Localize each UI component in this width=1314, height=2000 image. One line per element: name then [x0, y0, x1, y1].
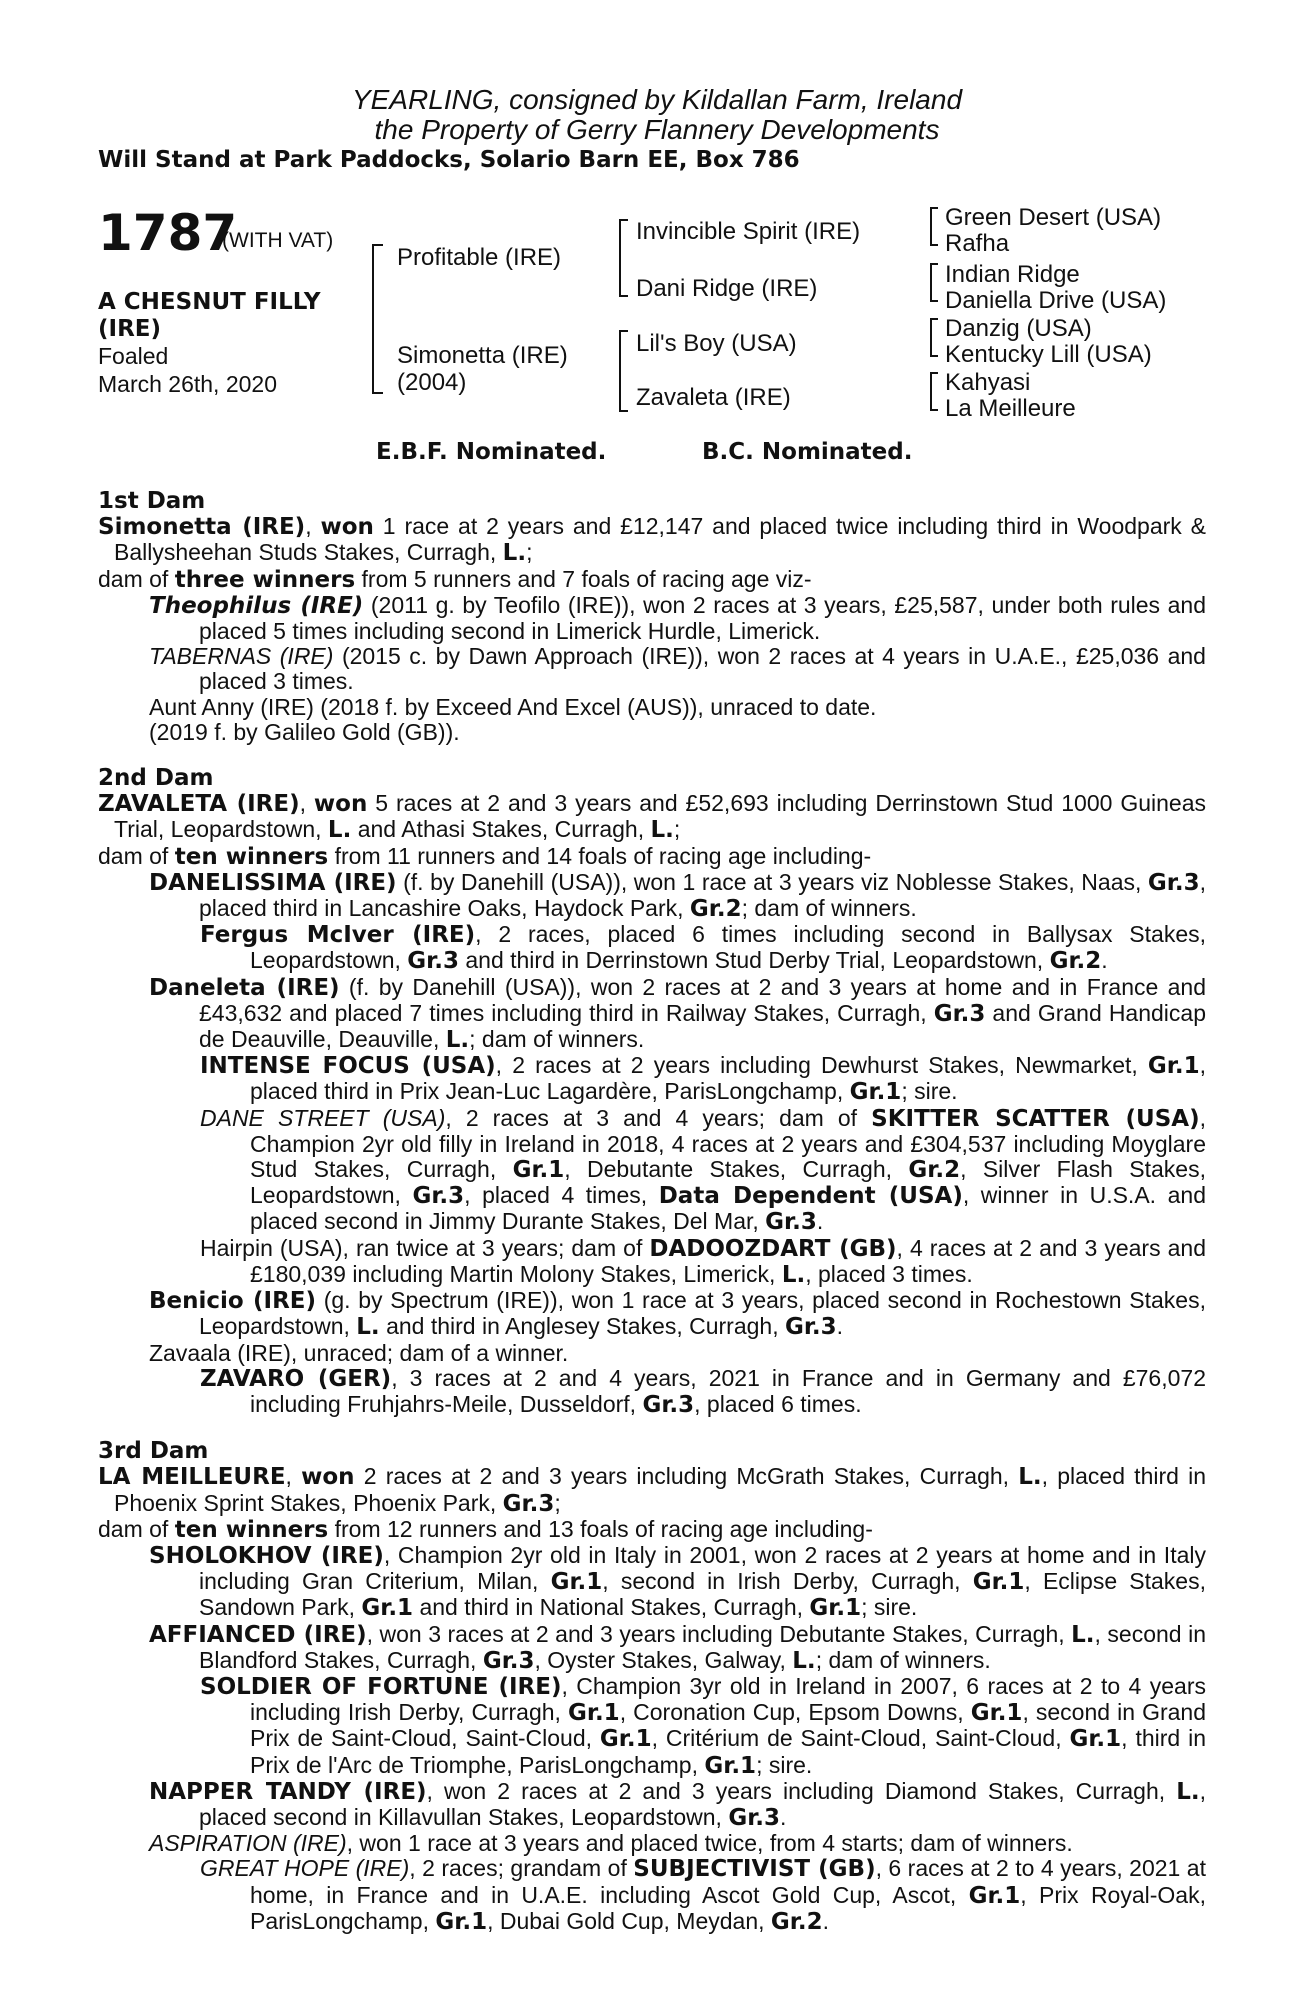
- emphasis-run: INTENSE FOCUS (USA): [200, 1053, 496, 1080]
- ebf-nominated: E.B.F. Nominated.: [376, 439, 607, 465]
- produce-entry: [98, 870, 1206, 922]
- bc-nominated: B.C. Nominated.: [702, 439, 913, 465]
- lot-title-country: (IRE): [98, 316, 162, 342]
- emphasis-run: Gr.1: [704, 1752, 757, 1779]
- text-run: , placed 3 times.: [805, 1260, 973, 1287]
- text-run: , Debutante Stakes, Curragh,: [564, 1156, 909, 1183]
- text-run: , second in Irish Derby, Curragh,: [602, 1568, 973, 1595]
- emphasis-run: Gr.3: [502, 1490, 555, 1517]
- text-run: ; dam of winners.: [741, 895, 917, 922]
- text-run: , Champion 2yr old filly in Ireland in 2018, 4 races at 2 years and £304,537 including Moyglare Stud Stakes, Curragh,: [250, 1104, 1206, 1183]
- ggp-3: Indian Ridge: [945, 261, 1080, 288]
- brace-ggp-2: [930, 263, 938, 302]
- ggp-2: Rafha: [945, 230, 1010, 257]
- text-run: .: [836, 1313, 844, 1340]
- lot-title: A CHESNUT FILLY: [98, 289, 321, 315]
- emphasis-run: SKITTER SCATTER (USA): [871, 1105, 1200, 1132]
- emphasis-run: L.: [502, 540, 527, 567]
- text-run: and Grand Handicap de Deauville, Deauville,: [199, 999, 1206, 1053]
- text-run: , placed third in Phoenix Sprint Stakes, Phoenix Park,: [114, 1463, 1206, 1516]
- emphasis-run: Gr.1: [512, 1157, 565, 1184]
- text-run: , placed second in Killavullan Stakes, Leopardstown,: [199, 1777, 1206, 1830]
- emphasis-run: L.: [1018, 1464, 1042, 1491]
- emphasis-run: Gr.1: [568, 1700, 620, 1727]
- emphasis-run: Gr.3: [1147, 869, 1200, 896]
- lot-number: 1787: [98, 204, 238, 262]
- emphasis-run: Benicio (IRE): [149, 1288, 317, 1315]
- text-run: .: [780, 1803, 787, 1830]
- emphasis-run: Gr.3: [933, 1000, 986, 1027]
- foaled-label: Foaled: [98, 343, 169, 369]
- text-run: , won 2 races at 2 and 3 years including Diamond Stakes, Curragh,: [426, 1777, 1177, 1804]
- brace-dam-line: [619, 330, 628, 412]
- produce-entry: [98, 1622, 1206, 1674]
- emphasis-run: DADOOZDART (GB): [649, 1235, 897, 1262]
- text-run: , placed 6 times.: [694, 1390, 862, 1417]
- text-run: , Prix Royal-Oak, ParisLongchamp,: [250, 1881, 1206, 1934]
- consignor-line: YEARLING, consigned by Kildallan Farm, Ireland: [351, 84, 963, 115]
- emphasis-run: Gr.2: [770, 1908, 823, 1935]
- text-run: .: [1101, 947, 1108, 974]
- produce-entry: [98, 1779, 1206, 1831]
- text-run: ; dam of winners.: [469, 1026, 645, 1053]
- text-run: , 2 races at 2 years including Dewhurst Stakes, Newmarket,: [495, 1052, 1148, 1079]
- emphasis-run: DANELISSIMA (IRE): [149, 869, 397, 896]
- emphasis-run: Gr.1: [968, 1882, 1021, 1909]
- text-run: , 6 races at 2 to 4 years, 2021 at home, in France and in U.A.E. including Ascot Gold Cup, Ascot,: [250, 1855, 1206, 1908]
- text-run: ; sire.: [901, 1078, 958, 1105]
- emphasis-run: Gr.3: [784, 1314, 837, 1341]
- emphasis-run: ten winners: [174, 1516, 329, 1543]
- text-run: , placed third in Prix Jean-Luc Lagardère, ParisLongchamp,: [250, 1052, 1206, 1105]
- text-run: (2011 g. by Teofilo (IRE)), won 2 races at 3 years, £25,587, under both rules and placed 5 times including second in Limerick Hurdle, Limerick.: [199, 591, 1206, 645]
- emphasis-run: DANE STREET (USA): [200, 1104, 446, 1131]
- emphasis-run: won: [313, 791, 368, 818]
- text-run: ;: [673, 816, 681, 843]
- text-run: , won 1 race at 3 years and placed twice, from 4 starts; dam of winners.: [346, 1830, 1073, 1857]
- grandproduce-entry: [98, 922, 1206, 974]
- text-run: ; sire.: [861, 1594, 918, 1621]
- emphasis-run: Gr.1: [1147, 1053, 1200, 1080]
- emphasis-run: Gr.1: [1069, 1726, 1122, 1753]
- first-dam-produce-intro: [98, 567, 1206, 593]
- brace-ggp-4: [930, 372, 938, 411]
- brace-ggp-1: [930, 207, 938, 246]
- emphasis-run: L.: [1071, 1621, 1095, 1648]
- emphasis-run: Gr.3: [412, 1183, 465, 1210]
- grandproduce-entry: [98, 1674, 1206, 1779]
- produce-entry: [98, 720, 1206, 745]
- text-run: Hairpin (USA), ran twice at 3 years; dam of: [200, 1234, 650, 1261]
- emphasis-run: Data Dependent (USA): [658, 1183, 963, 1210]
- brace-gen1: [372, 244, 383, 394]
- text-run: , 2 races; grandam of: [409, 1855, 634, 1882]
- emphasis-run: L.: [781, 1261, 806, 1288]
- text-run: , 2 races, placed 6 times including second in Ballysax Stakes, Leopardstown,: [250, 921, 1207, 974]
- text-run: .: [816, 1208, 824, 1235]
- produce-entry: [98, 1288, 1206, 1340]
- emphasis-run: Gr.1: [435, 1908, 488, 1935]
- emphasis-run: Daneleta (IRE): [149, 974, 340, 1001]
- emphasis-run: Simonetta (IRE): [98, 514, 306, 541]
- sire: Profitable (IRE): [397, 244, 562, 271]
- grandproduce-entry: [98, 1856, 1206, 1935]
- text-run: and Athasi Stakes, Curragh,: [351, 816, 651, 843]
- ggp-8: La Meilleure: [945, 395, 1076, 422]
- text-run: 1 race at 2 years and £12,147 and placed twice including third in Woodpark & Ballysheehan Studs Stakes, Curragh,: [114, 513, 1206, 566]
- text-run: and third in Anglesey Stakes, Curragh,: [379, 1313, 785, 1340]
- emphasis-run: Gr.1: [972, 1569, 1025, 1596]
- text-run: , Dubai Gold Cup, Meydan,: [487, 1907, 771, 1934]
- text-run: , Eclipse Stakes, Sandown Park,: [199, 1568, 1206, 1621]
- text-run: (2019 f. by Galileo Gold (GB)).: [149, 718, 460, 745]
- text-run: dam of: [98, 842, 175, 869]
- text-run: 2 races at 2 and 3 years including McGrath Stakes, Curragh,: [354, 1463, 1019, 1490]
- emphasis-run: Gr.1: [809, 1595, 862, 1622]
- first-dam-heading: 1st Dam: [98, 488, 206, 514]
- brace-sire-line: [619, 219, 628, 297]
- sire-sire: Invincible Spirit (IRE): [636, 218, 861, 245]
- text-run: , Silver Flash Stakes, Leopardstown,: [250, 1156, 1206, 1209]
- dam-year: (2004): [397, 369, 467, 396]
- emphasis-run: ASPIRATION (IRE): [149, 1830, 347, 1857]
- text-run: , placed third in Lancashire Oaks, Haydock Park,: [199, 868, 1206, 922]
- text-run: , 4 races at 2 and 3 years and £180,039 including Martin Molony Stakes, Limerick,: [250, 1234, 1206, 1287]
- text-run: Aunt Anny (IRE) (2018 f. by Exceed And Excel (AUS)), unraced to date.: [149, 693, 877, 720]
- emphasis-run: won: [301, 1464, 355, 1491]
- grandproduce-entry: [98, 1236, 1206, 1288]
- ggp-6: Kentucky Lill (USA): [945, 341, 1152, 368]
- text-run: from 11 runners and 14 foals of racing age including-: [328, 842, 872, 869]
- text-run: ; sire.: [756, 1751, 813, 1778]
- text-run: (f. by Danehill (USA)), won 1 race at 3 years viz Noblesse Stakes, Naas,: [396, 868, 1148, 895]
- text-run: , Critérium de Saint-Cloud, Saint-Cloud,: [651, 1725, 1070, 1752]
- text-run: , won 3 races at 2 and 3 years including Debutante Stakes, Curragh,: [366, 1620, 1072, 1647]
- first-dam-summary: [98, 514, 1206, 566]
- third-dam-produce-intro: [98, 1517, 1206, 1543]
- second-dam-produce-intro: [98, 844, 1206, 870]
- emphasis-run: LA MEILLEURE: [98, 1464, 286, 1491]
- text-run: (f. by Danehill (USA)), won 2 races at 2 and 3 years at home and in France and £43,632 and placed 7 times including third in Railway Stakes, Curragh,: [199, 973, 1207, 1026]
- text-run: from 5 runners and 7 foals of racing age viz-: [355, 565, 812, 592]
- text-run: and third in Derrinstown Stud Derby Trial, Leopardstown,: [458, 947, 1050, 974]
- emphasis-run: Fergus McIver (IRE): [200, 922, 476, 949]
- emphasis-run: ZAVARO (GER): [200, 1365, 392, 1392]
- text-run: 5 races at 2 and 3 years and £52,693 including Derrinstown Stud 1000 Guineas Trial, Leopardstown,: [114, 790, 1207, 843]
- text-run: ,: [305, 513, 321, 540]
- text-run: from 12 runners and 13 foals of racing age including-: [328, 1515, 873, 1542]
- emphasis-run: won: [320, 514, 374, 541]
- emphasis-run: L.: [327, 817, 352, 844]
- emphasis-run: Gr.2: [908, 1157, 961, 1184]
- text-run: , second in Blandford Stakes, Curragh,: [199, 1620, 1206, 1673]
- dam-sire: Lil's Boy (USA): [636, 330, 797, 357]
- emphasis-run: Theophilus (IRE): [149, 592, 364, 619]
- text-run: ; dam of winners.: [815, 1646, 991, 1673]
- emphasis-run: SOLDIER OF FORTUNE (IRE): [200, 1673, 562, 1700]
- dam-dam: Zavaleta (IRE): [636, 384, 791, 411]
- catalogue-body: [98, 489, 1206, 1935]
- emphasis-run: ZAVALETA (IRE): [98, 791, 300, 818]
- third-dam-summary: [98, 1464, 1206, 1516]
- sire-dam: Dani Ridge (IRE): [636, 275, 818, 302]
- ggp-1: Green Desert (USA): [945, 204, 1162, 231]
- emphasis-run: ten winners: [174, 843, 329, 870]
- text-run: .: [822, 1907, 829, 1934]
- text-run: ;: [554, 1489, 561, 1516]
- emphasis-run: L.: [356, 1314, 380, 1341]
- emphasis-run: Gr.1: [599, 1726, 652, 1753]
- text-run: ,: [299, 790, 314, 817]
- text-run: , second in Grand Prix de Saint-Cloud, Saint-Cloud,: [250, 1699, 1206, 1752]
- ggp-4: Daniella Drive (USA): [945, 287, 1167, 314]
- emphasis-run: Gr.1: [550, 1569, 603, 1596]
- emphasis-run: Gr.3: [407, 948, 459, 975]
- text-run: and third in National Stakes, Curragh,: [413, 1594, 810, 1621]
- produce-entry: [98, 695, 1206, 720]
- text-run: , placed 4 times,: [464, 1182, 659, 1209]
- emphasis-run: Gr.3: [642, 1391, 695, 1418]
- produce-entry: [98, 593, 1206, 644]
- text-run: , 3 races at 2 and 4 years, 2021 in France and in Germany and £76,072 including Fruhjahrs-Meile, Dusseldorf,: [250, 1364, 1206, 1417]
- text-run: , winner in U.S.A. and placed second in Jimmy Durante Stakes, Del Mar,: [250, 1182, 1206, 1235]
- property-line: the Property of Gerry Flannery Developments: [374, 114, 940, 145]
- foaled-date: March 26th, 2020: [98, 371, 278, 397]
- third-dam-heading: 3rd Dam: [98, 1438, 209, 1465]
- emphasis-run: L.: [650, 817, 674, 844]
- emphasis-run: Gr.1: [849, 1079, 902, 1106]
- text-run: , Champion 2yr old in Italy in 2001, won 2 races at 2 years at home and in Italy including Gran Criterium, Milan,: [199, 1541, 1206, 1595]
- location-line: Will Stand at Park Paddocks, Solario Barn EE, Box 786: [98, 147, 800, 173]
- text-run: , 2 races at 3 and 4 years; dam of: [445, 1104, 872, 1131]
- brace-ggp-3: [930, 318, 938, 357]
- text-run: (2015 c. by Dawn Approach (IRE)), won 2 races at 4 years in U.A.E., £25,036 and placed 3 times.: [199, 643, 1206, 695]
- text-run: , Oyster Stakes, Galway,: [534, 1646, 793, 1673]
- emphasis-run: TABERNAS (IRE): [149, 643, 334, 670]
- vat-label: (WITH VAT): [222, 229, 334, 252]
- ggp-5: Danzig (USA): [945, 315, 1092, 342]
- text-run: ,: [285, 1463, 302, 1490]
- emphasis-run: Gr.3: [765, 1209, 817, 1236]
- emphasis-run: L.: [792, 1647, 816, 1674]
- dam: Simonetta (IRE): [397, 342, 568, 369]
- text-run: dam of: [98, 565, 175, 592]
- emphasis-run: Gr.3: [728, 1804, 781, 1831]
- emphasis-run: L.: [1176, 1778, 1200, 1805]
- text-run: , Champion 3yr old in Ireland in 2007, 6 races at 2 to 4 years including Irish Derby, Curragh,: [250, 1672, 1206, 1726]
- produce-entry: [98, 644, 1206, 694]
- emphasis-run: NAPPER TANDY (IRE): [149, 1778, 427, 1805]
- text-run: dam of: [98, 1515, 175, 1542]
- emphasis-run: three winners: [174, 566, 356, 593]
- emphasis-run: Gr.1: [361, 1595, 414, 1622]
- grandproduce-entry: [98, 1366, 1206, 1418]
- produce-entry: [98, 975, 1206, 1054]
- text-run: Zavaala (IRE), unraced; dam of a winner.: [149, 1339, 569, 1366]
- produce-entry: [98, 1543, 1206, 1622]
- text-run: ;: [526, 539, 533, 566]
- grandproduce-entry: [98, 1106, 1206, 1236]
- second-dam-heading: 2nd Dam: [98, 765, 214, 792]
- emphasis-run: SUBJECTIVIST (GB): [633, 1856, 876, 1883]
- emphasis-run: GREAT HOPE (IRE): [200, 1855, 410, 1882]
- emphasis-run: Gr.1: [970, 1700, 1023, 1727]
- emphasis-run: SHOLOKHOV (IRE): [149, 1542, 384, 1569]
- text-run: , Coronation Cup, Epsom Downs,: [619, 1699, 971, 1726]
- emphasis-run: AFFIANCED (IRE): [149, 1621, 367, 1648]
- produce-entry: [98, 1341, 1206, 1366]
- emphasis-run: Gr.2: [1049, 948, 1102, 975]
- emphasis-run: Gr.3: [482, 1647, 535, 1674]
- grandproduce-entry: [98, 1053, 1206, 1105]
- ggp-7: Kahyasi: [945, 369, 1031, 396]
- text-run: , third in Prix de l'Arc de Triomphe, ParisLongchamp,: [250, 1725, 1206, 1778]
- emphasis-run: L.: [445, 1027, 470, 1054]
- emphasis-run: Gr.2: [689, 896, 742, 923]
- text-run: (g. by Spectrum (IRE)), won 1 race at 3 years, placed second in Rochestown Stakes, Leopardstown,: [199, 1287, 1206, 1340]
- produce-entry: [98, 1831, 1206, 1856]
- second-dam-summary: [98, 791, 1206, 843]
